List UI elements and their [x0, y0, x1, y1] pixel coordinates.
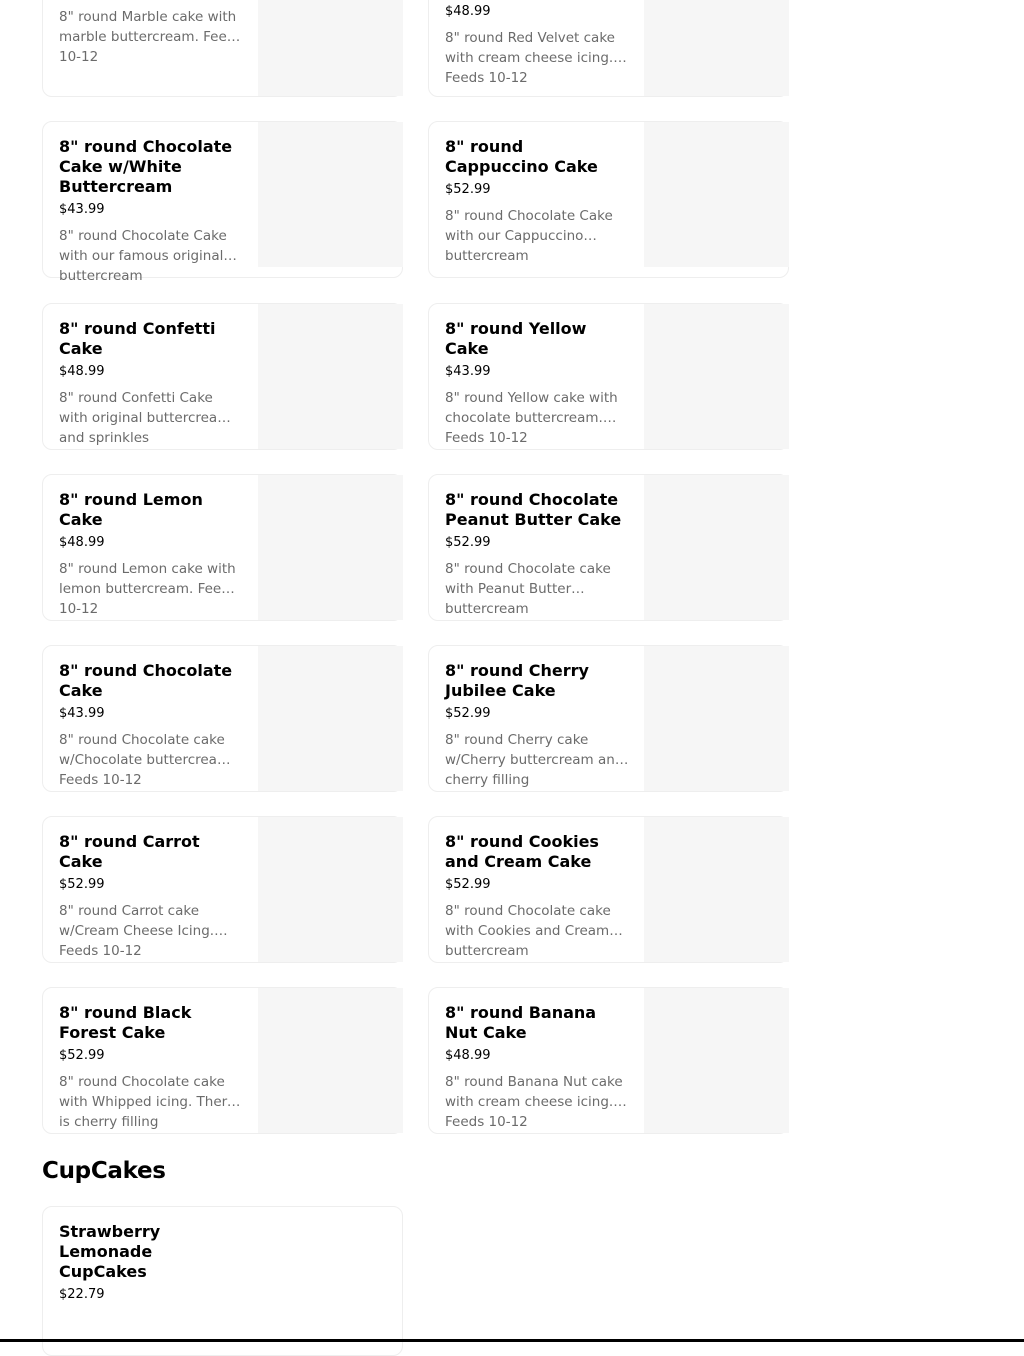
menu-item-title: 8" round Carrot Cake [59, 832, 200, 871]
menu-item-info [59, 137, 243, 284]
menu-item-card[interactable] [42, 816, 403, 963]
menu-item-title: 8" round Chocolate Peanut Butter Cake [445, 490, 622, 529]
menu-item-info [59, 319, 243, 446]
menu-item-info [445, 490, 629, 617]
menu-item-card[interactable] [42, 121, 403, 284]
menu-item-price: $52.99 [59, 1048, 105, 1063]
menu-item-info [59, 490, 243, 617]
menu-item-card[interactable] [42, 474, 403, 621]
viewport-bottom-edge [0, 1339, 1024, 1342]
menu-item-description: 8" round Chocolate cake w/Chocolate buttercream. Feeds 10-12 [59, 732, 235, 788]
menu-item-title: 8" round Banana Nut Cake [445, 1003, 597, 1042]
menu-item-image [644, 475, 789, 620]
menu-item-image [258, 817, 403, 962]
menu-item-description: 8" round Carrot cake w/Cream Cheese Icing. Feeds 10-12 [59, 903, 215, 959]
menu-item-info [59, 1003, 243, 1130]
menu-item-image [644, 817, 789, 962]
menu-item-price: $43.99 [445, 364, 491, 379]
menu-item-price: $43.99 [59, 202, 105, 217]
menu-item-card[interactable] [42, 0, 403, 97]
menu-item-price: $52.99 [59, 877, 105, 892]
menu-item-info [445, 137, 629, 264]
menu-item-image [644, 0, 789, 96]
menu-item-image [644, 304, 789, 449]
menu-item-info [445, 661, 629, 788]
menu-item-price: $52.99 [445, 877, 491, 892]
menu-item-description: 8" round Confetti Cake with original buttercream and sprinkles [59, 390, 231, 446]
menu-item-price: $52.99 [445, 535, 491, 550]
menu-item-title: 8" round Chocolate Cake w/White Buttercream [59, 137, 233, 196]
menu-item-description: 8" round Chocolate cake with Whipped icing. There is cherry filling [59, 1074, 236, 1130]
menu-item-image [258, 0, 403, 96]
menu-item-card[interactable] [428, 0, 789, 97]
menu-item-description: 8" round Lemon cake with lemon buttercream. Feeds 10-12 [59, 561, 237, 617]
menu-item-card[interactable] [428, 816, 789, 963]
menu-item-image [258, 475, 403, 620]
menu-item-image [258, 304, 403, 449]
menu-item-description: 8" round Chocolate Cake with our Cappuccino buttercream [445, 208, 613, 264]
menu-item-info [59, 1222, 243, 1303]
menu-item-card[interactable] [428, 303, 789, 450]
menu-item-info [445, 832, 629, 959]
menu-item-card[interactable] [42, 645, 403, 792]
menu-item-description: 8" round Chocolate Cake with our famous original buttercream [59, 228, 227, 284]
menu-item-image [644, 122, 789, 267]
menu-item-card[interactable] [428, 987, 789, 1134]
menu-item-info [59, 0, 243, 65]
menu-item-title: 8" round Cherry Jubilee Cake [445, 661, 589, 700]
menu-item-image [258, 646, 403, 791]
menu-item-description: 8" round Marble cake with marble buttercream. Feeds 10-12 [59, 9, 243, 65]
menu-item-title: 8" round Black Forest Cake [59, 1003, 192, 1042]
section-heading-cupcakes: CupCakes [42, 1158, 166, 1184]
menu-item-card[interactable] [42, 987, 403, 1134]
menu-item-image [258, 122, 403, 267]
menu-item-info [445, 1003, 629, 1130]
menu-item-price: $52.99 [445, 182, 491, 197]
menu-item-info [445, 319, 629, 446]
menu-item-price: $48.99 [59, 535, 105, 550]
menu-item-info [445, 0, 629, 86]
menu-item-card[interactable] [428, 474, 789, 621]
menu-item-title: Strawberry Lemonade CupCakes [59, 1222, 161, 1281]
menu-item-card[interactable] [42, 1206, 403, 1356]
menu-item-description: 8" round Banana Nut cake with cream cheese icing. Feeds 10-12 [445, 1074, 623, 1130]
menu-item-title: 8" round Yellow Cake [445, 319, 587, 358]
menu-item-description: 8" round Chocolate cake with Cookies and Cream buttercream [445, 903, 611, 959]
menu-item-image [258, 988, 403, 1133]
menu-item-price: $48.99 [445, 1048, 491, 1063]
menu-item-image [644, 988, 789, 1133]
menu-item-title: 8" round Chocolate Cake [59, 661, 233, 700]
menu-item-price: $48.99 [59, 364, 105, 379]
menu-item-price: $43.99 [59, 706, 105, 721]
menu-item-card[interactable] [428, 645, 789, 792]
menu-item-description: 8" round Yellow cake with chocolate buttercream. Feeds 10-12 [445, 390, 618, 446]
menu-item-card[interactable] [428, 121, 789, 278]
menu-item-price: $22.79 [59, 1287, 105, 1302]
menu-item-image [644, 646, 789, 791]
menu-item-title: 8" round Cookies and Cream Cake [445, 832, 599, 871]
menu-item-description: 8" round Red Velvet cake with cream cheese icing. Feeds 10-12 [445, 30, 615, 86]
menu-item-title: 8" round Confetti Cake [59, 319, 216, 358]
menu-item-info [59, 661, 243, 788]
menu-item-price: $52.99 [445, 706, 491, 721]
menu-item-title: 8" round Cappuccino Cake [445, 137, 598, 176]
menu-item-title: 8" round Lemon Cake [59, 490, 203, 529]
menu-item-description: 8" round Cherry cake w/Cherry buttercream and cherry filling [445, 732, 624, 788]
menu-item-description: 8" round Chocolate cake with Peanut Butter buttercream [445, 561, 611, 617]
menu-item-price: $48.99 [445, 4, 491, 19]
menu-item-card[interactable] [42, 303, 403, 450]
menu-item-info [59, 832, 243, 959]
